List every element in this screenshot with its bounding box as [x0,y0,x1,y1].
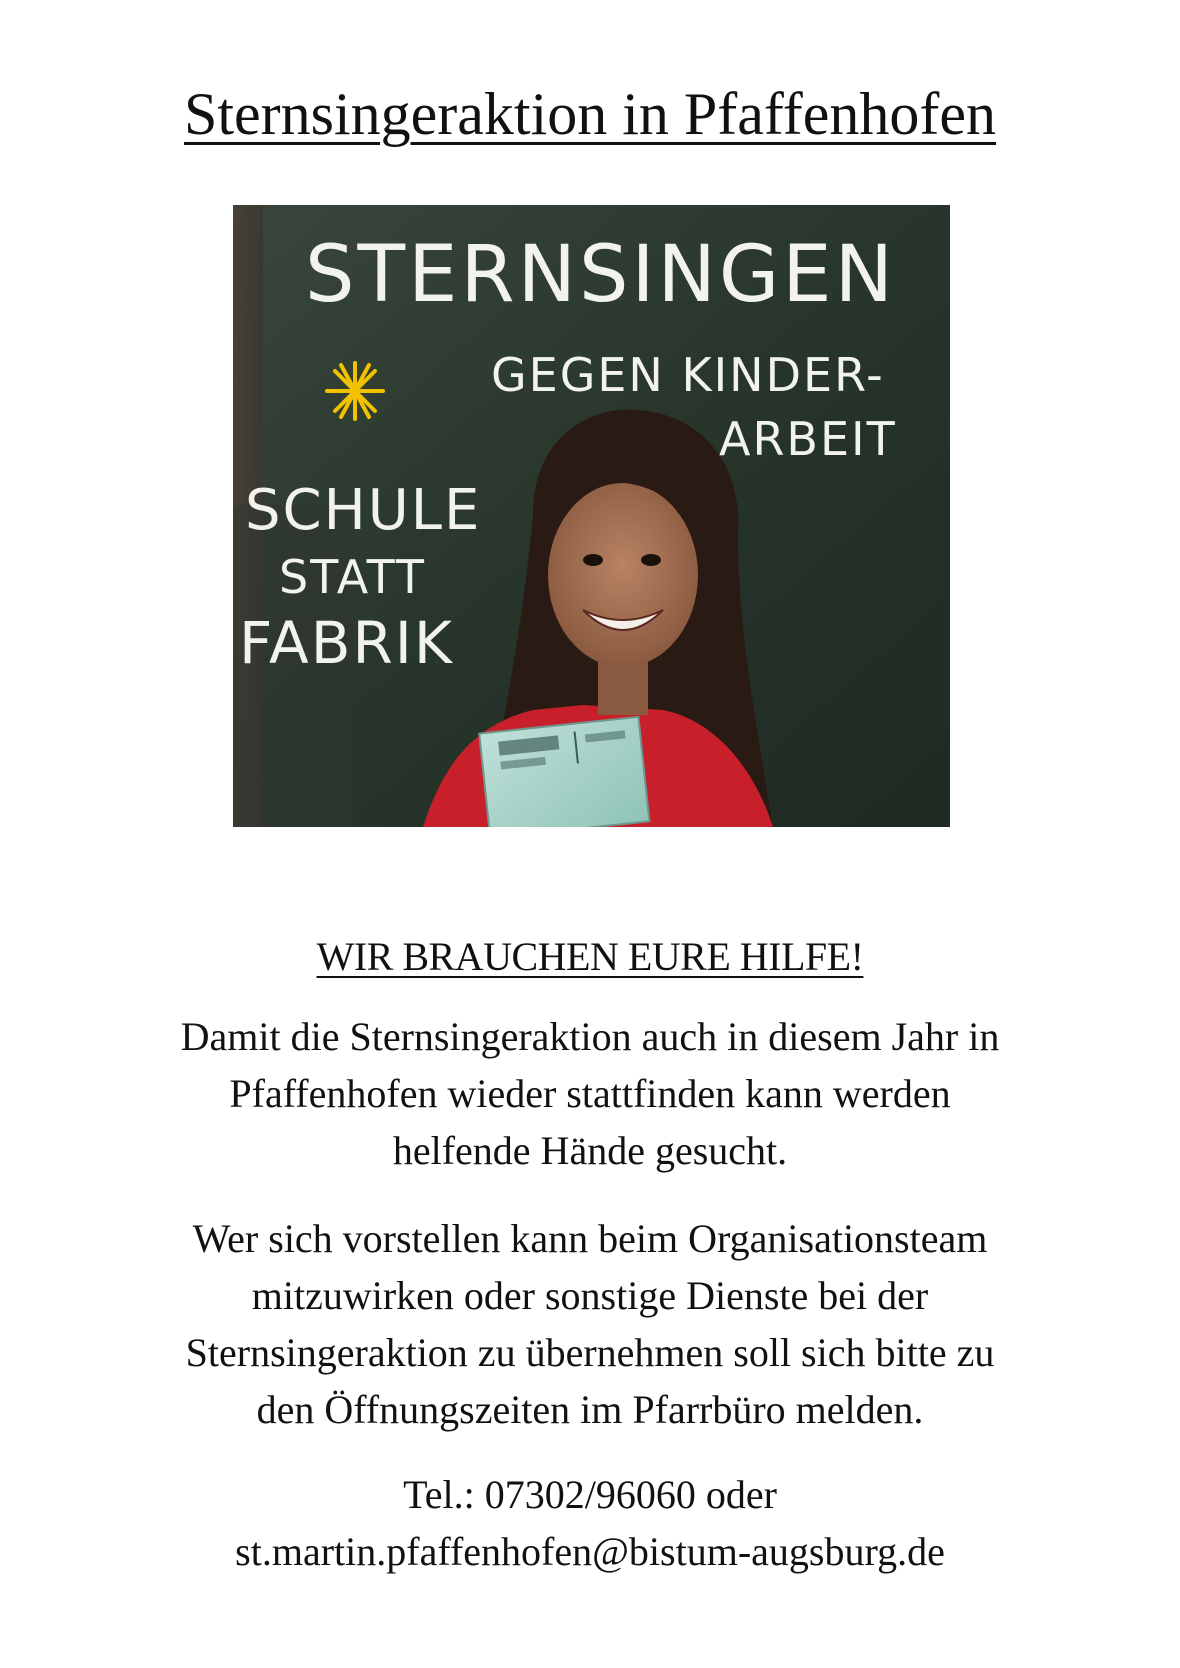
intro-line: Damit die Sternsingeraktion auch in diesem Jahr in [180,1014,1000,1059]
poster-side-2: STATT [279,550,427,604]
campaign-poster-image [233,205,950,827]
poster-headline: STERNSINGEN [305,230,896,320]
poster-subline-1: GEGEN KINDER- [491,348,885,402]
poster-side-1: SCHULE [245,478,482,543]
poster-side-3: FABRIK [239,609,454,677]
poster-subline-2: ARBEIT [719,412,897,466]
intro-line: helfende Hände gesucht. [392,1128,788,1173]
book-shape [479,717,649,827]
volunteer-paragraph [60,1210,1120,1438]
intro-paragraph [60,1008,1120,1179]
volunteer-line: Wer sich vorstellen kann beim Organisationsteam [192,1216,988,1261]
page-title: Sternsingeraktion in Pfaffenhofen [183,81,997,147]
volunteer-line: Sternsingeraktion zu übernehmen soll sich bitte zu [185,1330,995,1375]
volunteer-line: mitzuwirken oder sonstige Dienste bei der [251,1273,929,1318]
intro-line: Pfaffenhofen wieder stattfinden kann werden [229,1071,951,1116]
contact-block [60,1466,1120,1580]
volunteer-line: den Öffnungszeiten im Pfarrbüro melden. [256,1387,924,1432]
contact-phone: Tel.: 07302/96060 oder [403,1472,777,1517]
star-burst-icon [327,363,383,419]
girl-face [548,483,698,667]
call-to-action-heading: WIR BRAUCHEN EURE HILFE! [316,934,864,979]
contact-email: st.martin.pfaffenhofen@bistum-augsburg.de [235,1529,945,1574]
